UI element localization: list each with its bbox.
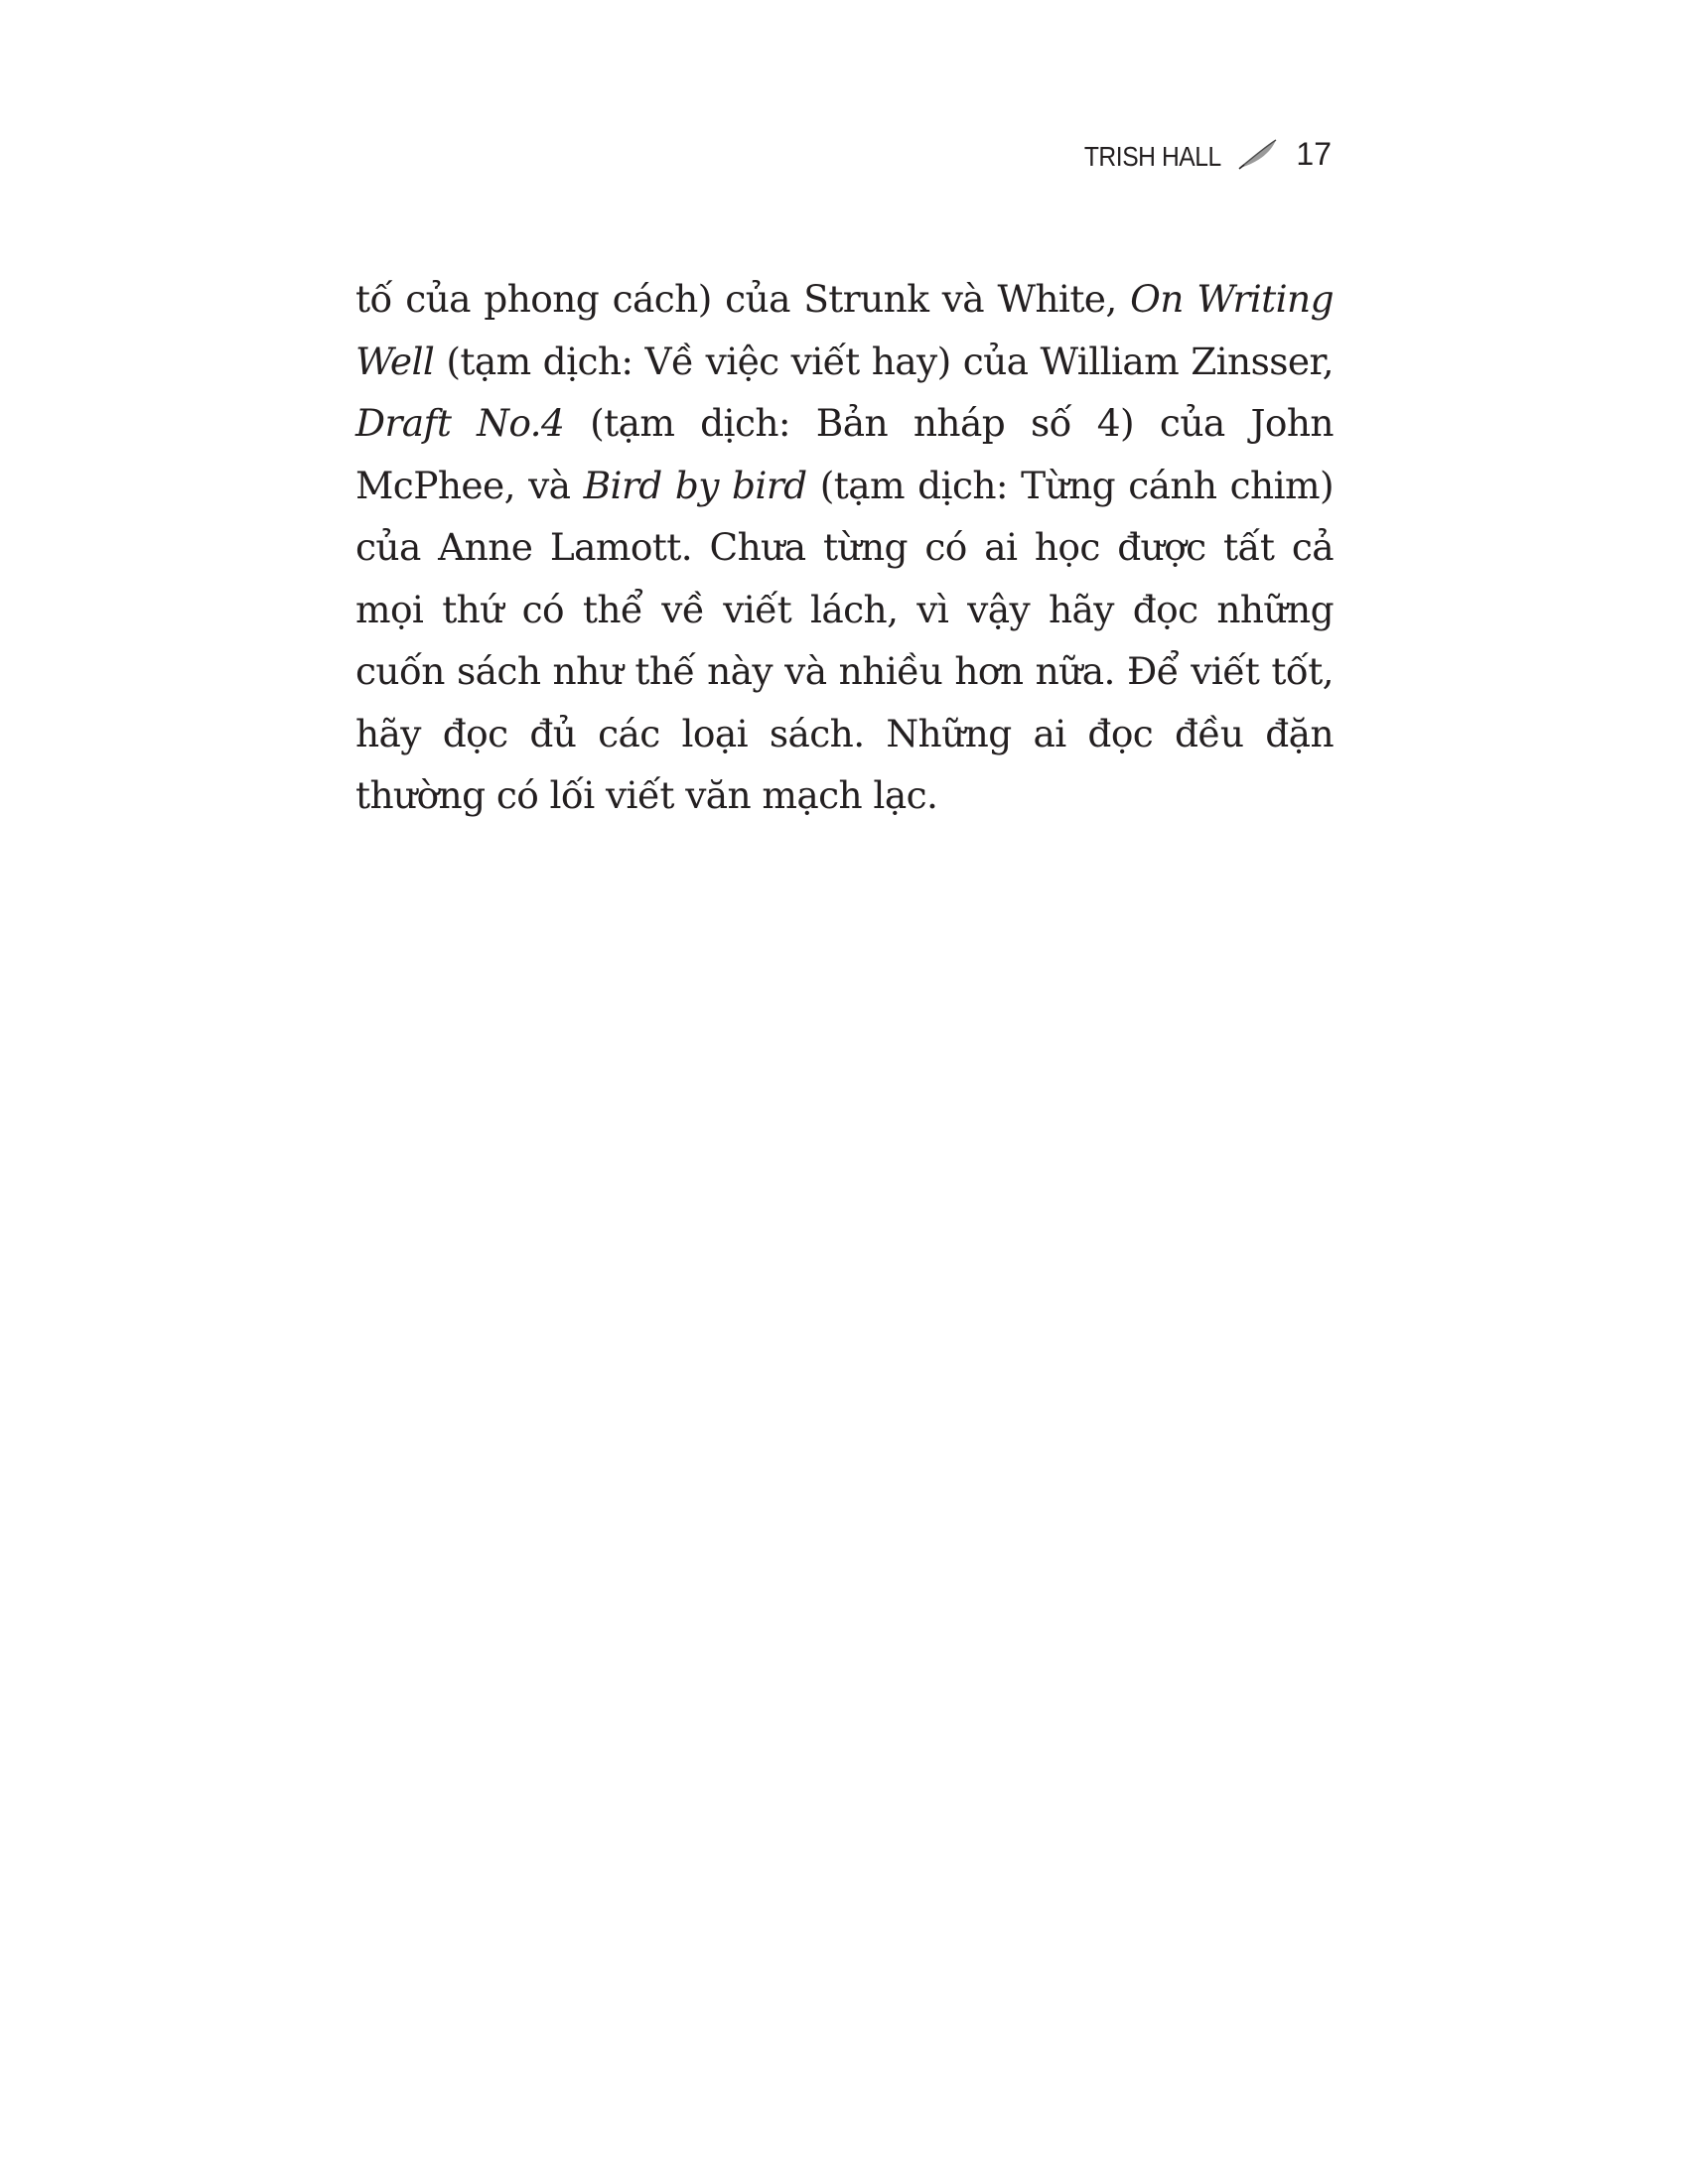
text-segment: tố của phong cách) của Strunk và White, [355, 277, 1131, 321]
body-paragraph [355, 268, 1334, 827]
text-segment: (tạm dịch: Về việc viết hay) của William Zinsser, [434, 339, 1334, 383]
text-segment: (tạm dịch: Bản nháp số 4) của John McPhee, và [355, 401, 1334, 507]
book-title-on-writing-well: On Writing Well [355, 277, 1334, 383]
book-title-draft-no4: Draft No.4 [355, 401, 565, 445]
book-title-bird-by-bird: Bird by bird [583, 463, 807, 507]
running-head-author: TRISH HALL [1083, 141, 1221, 172]
page-number: 17 [1296, 136, 1332, 172]
text-segment: (tạm dịch: Từng cánh chim) của Anne Lamott. Chưa từng có ai học được tất cả mọi thứ có thể về viết lách, vì vậy hãy đọc những cuốn sách như thế này và nhiều hơn nữa. Để viết tốt, hãy đọc đủ các loại sách. Những ai đọc đều đặn thường có lối viết văn mạch lạc. [355, 463, 1334, 817]
quill-pen-icon [1238, 138, 1278, 170]
running-header [1065, 137, 1332, 171]
